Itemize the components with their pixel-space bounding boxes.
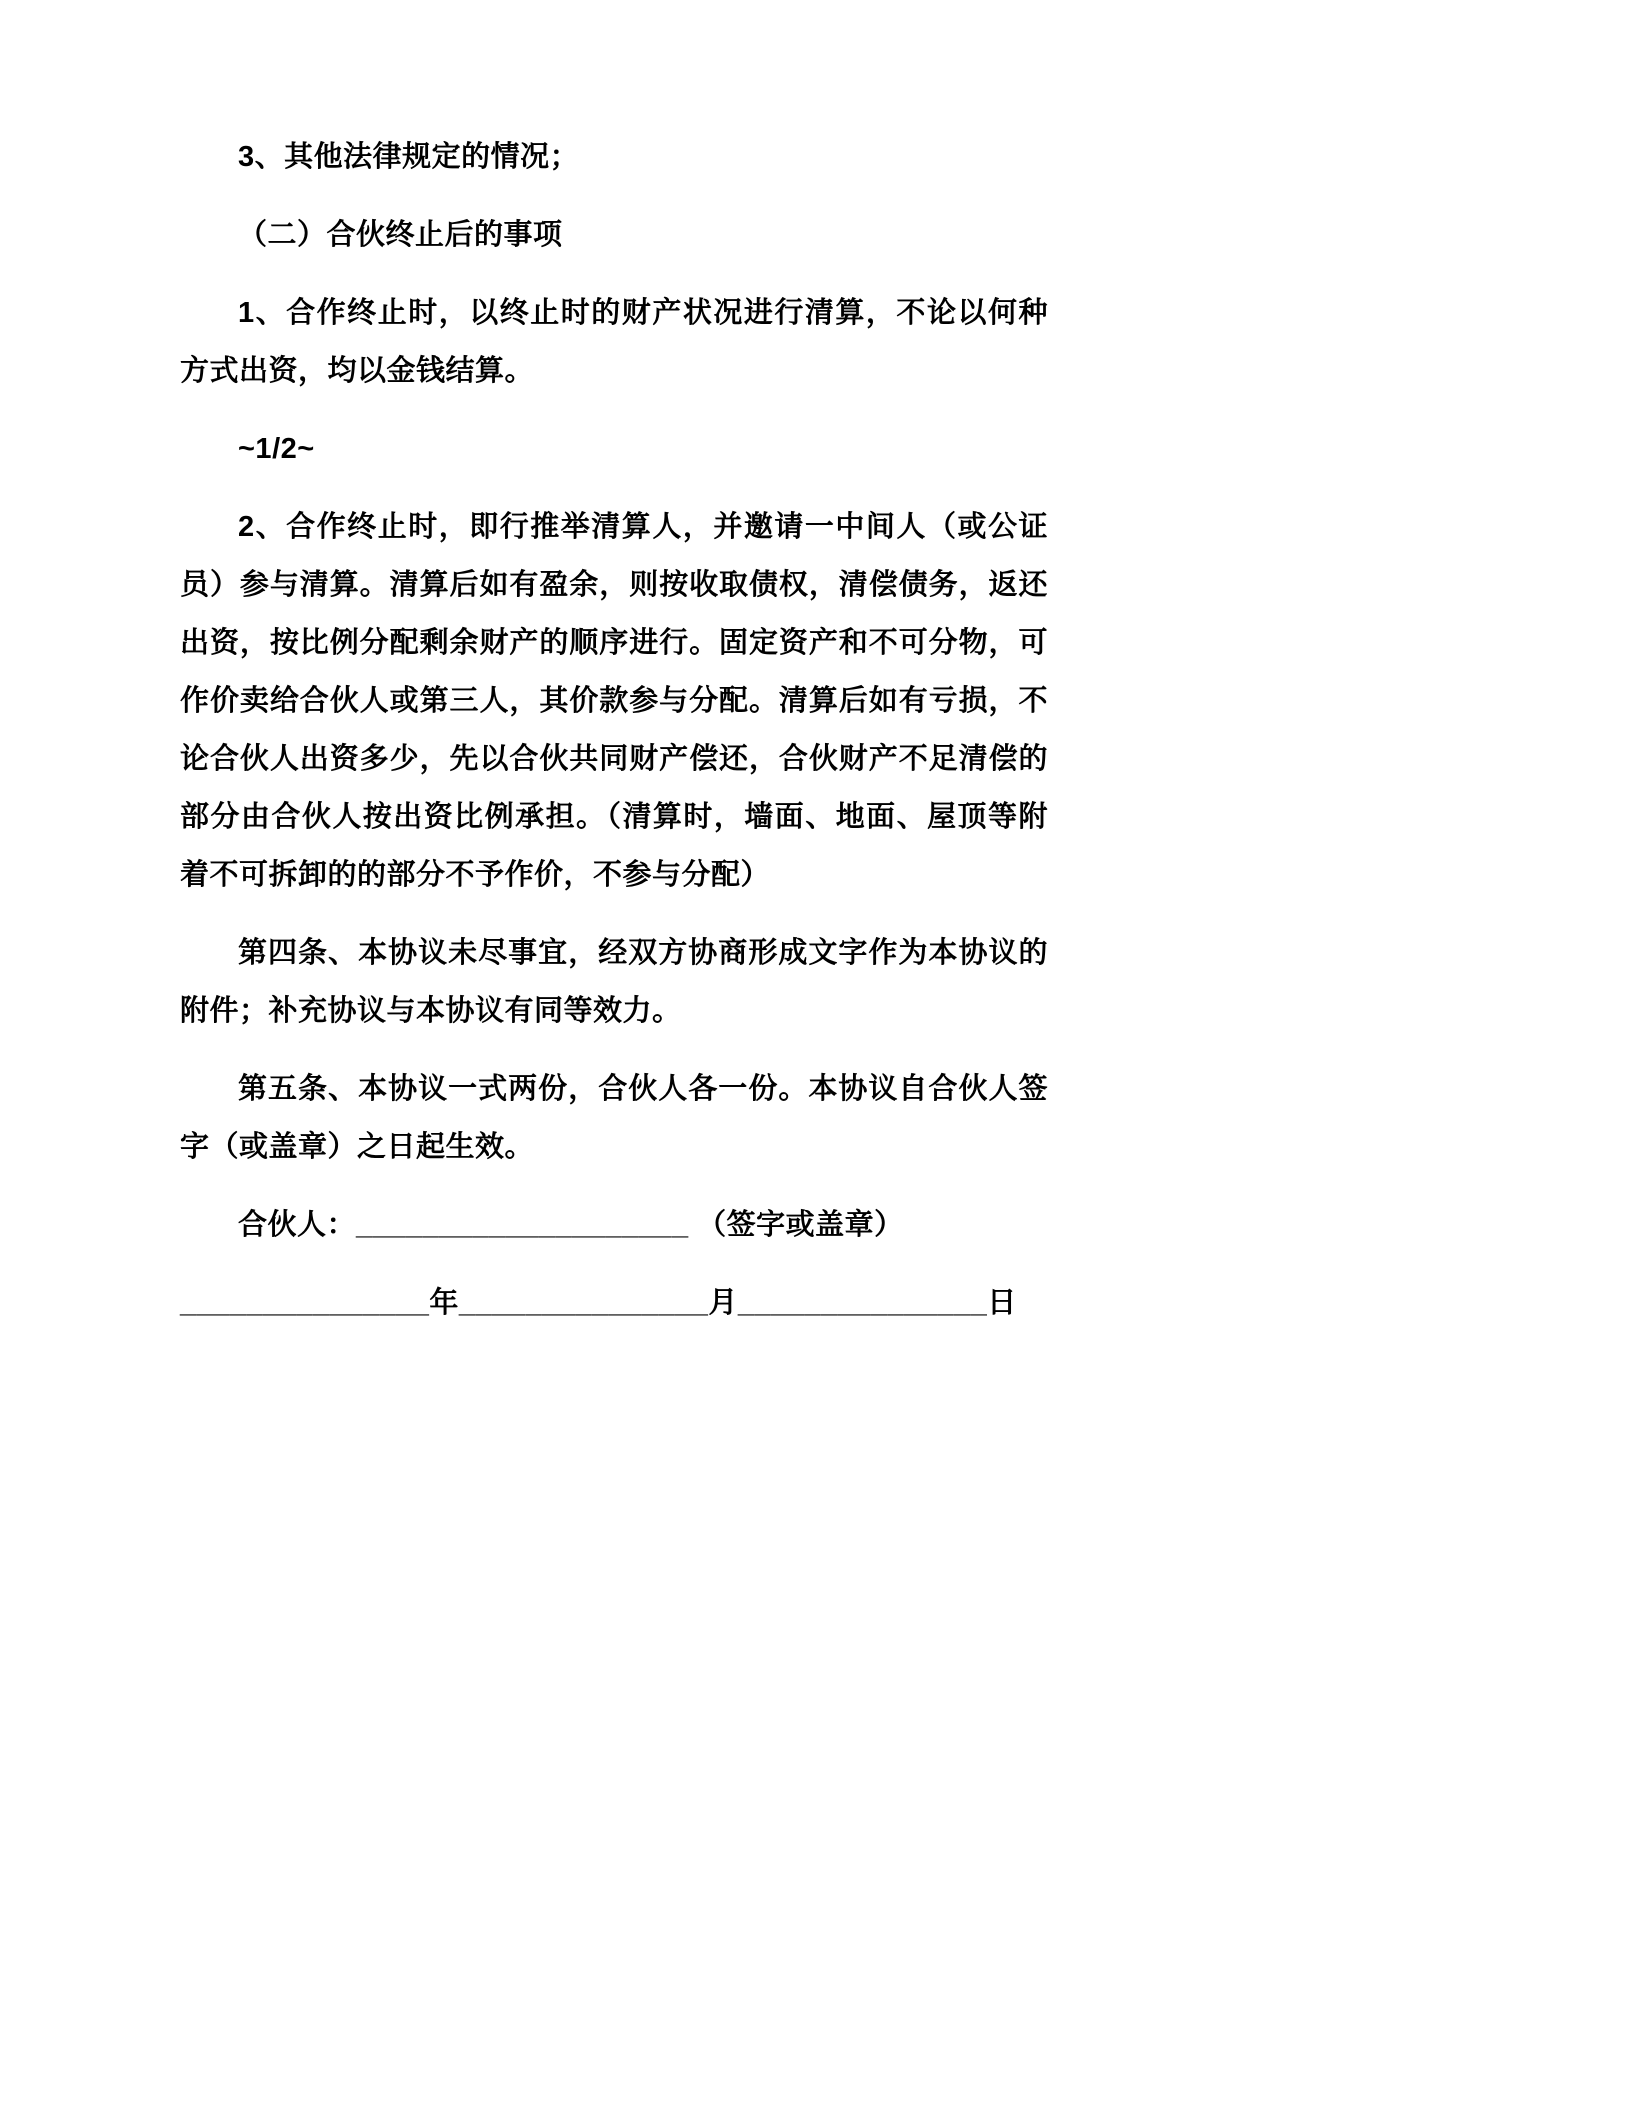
article-four: 第四条、本协议未尽事宜，经双方协商形成文字作为本协议的附件；补充协议与本协议有同等效力。 <box>180 937 1048 1027</box>
termination-clause-2: 2、合作终止时，即行推举清算人，并邀请一中间人（或公证员）参与清算。清算后如有盈余，则按收取债权，清偿债务，返还出资，按比例分配剩余财产的顺序进行。固定资产和不可分物，可作价卖给合伙人或第三人，其价款参与分配。清算后如有亏损，不论合伙人出资多少，先以合伙共同财产偿还，合伙财产不足清偿的部分由合伙人按出资比例承担。（清算时，墙面、地面、屋顶等附着不可拆卸的的部分不予作价，不参与分配） <box>180 511 1048 891</box>
clause-item-3: 3、其他法律规定的情况； <box>238 141 580 173</box>
section-heading-termination-matters: （二）合伙终止后的事项 <box>238 219 563 251</box>
date-line: _______________年_______________月_______________日 <box>180 1287 1017 1319</box>
document-page <box>180 128 1048 1332</box>
article-five: 第五条、本协议一式两份，合伙人各一份。本协议自合伙人签字（或盖章）之日起生效。 <box>180 1073 1048 1163</box>
page-marker: ~1/2~ <box>238 433 315 465</box>
termination-clause-1: 1、合作终止时，以终止时的财产状况进行清算，不论以何种方式出资，均以金钱结算。 <box>180 297 1048 387</box>
partner-signature-line: 合伙人：____________________ （签字或盖章） <box>238 1209 904 1241</box>
